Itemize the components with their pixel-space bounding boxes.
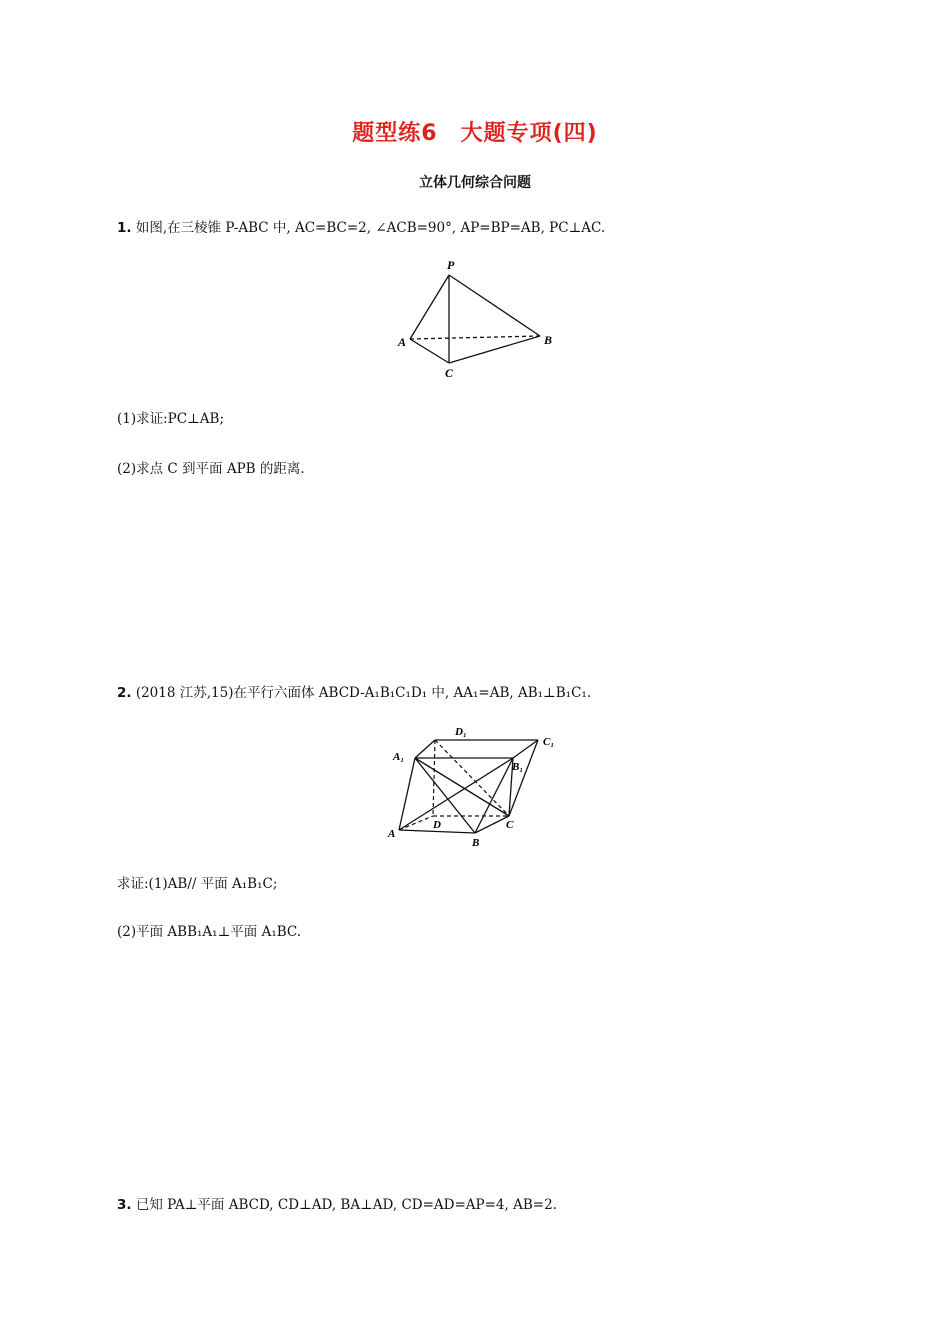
- vertex-label-d1: D₁: [455, 726, 467, 738]
- problem-1-statement: [117, 216, 605, 236]
- vertex-label-a1: A₁: [393, 751, 405, 763]
- tetrahedron-figure: [390, 255, 560, 385]
- problem-2-statement: [117, 681, 591, 701]
- vertex-label-b: B: [472, 837, 480, 849]
- problem-2-text: (2018 江苏,15)在平行六面体 ABCD-A₁B₁C₁D₁ 中, AA₁=AB, AB₁⊥B₁C₁.: [135, 685, 592, 701]
- vertex-label-a: A: [398, 335, 407, 349]
- problem-3-text: 已知 PA⊥平面 ABCD, CD⊥AD, BA⊥AD, CD=AD=AP=4, AB=2.: [135, 1197, 557, 1213]
- problem-1-number: 1.: [117, 220, 132, 236]
- vertex-label-c1: C₁: [543, 736, 555, 748]
- problem-3-number: 3.: [117, 1197, 132, 1213]
- problem-2-part-2: (2)平面 ABB₁A₁⊥平面 A₁BC.: [117, 924, 302, 940]
- vertex-label-b1: B₁: [512, 761, 524, 773]
- edge-ac: [410, 339, 449, 363]
- parallelepiped-figure: [385, 720, 575, 850]
- vertex-label-c: C: [506, 819, 514, 831]
- problem-2-part-1: 求证:(1)AB// 平面 A₁B₁C;: [117, 876, 278, 892]
- vertex-label-a: A: [388, 828, 396, 840]
- problem-1-text: 如图,在三棱锥 P-ABC 中, AC=BC=2, ∠ACB=90°, AP=BP=AB, PC⊥AC.: [135, 220, 606, 236]
- problem-2-number: 2.: [117, 685, 132, 701]
- vertex-label-c: C: [445, 366, 454, 380]
- vertex-label-p: P: [447, 258, 455, 272]
- problem-1-part-2: (2)求点 C 到平面 APB 的距离.: [117, 461, 305, 477]
- edge-cb: [449, 336, 540, 363]
- problem-1-part-1: (1)求证:PC⊥AB;: [117, 411, 224, 427]
- section-subtitle: 立体几何综合问题: [419, 175, 531, 191]
- edge-pa: [410, 275, 449, 339]
- vertex-label-d: D: [433, 819, 441, 831]
- problem-3-statement: [117, 1193, 557, 1213]
- edge-ab-hidden: [410, 336, 540, 339]
- edge-pb: [449, 275, 540, 336]
- vertex-label-b: B: [544, 333, 553, 347]
- page-title: 题型练6 大题专项(四): [352, 121, 598, 146]
